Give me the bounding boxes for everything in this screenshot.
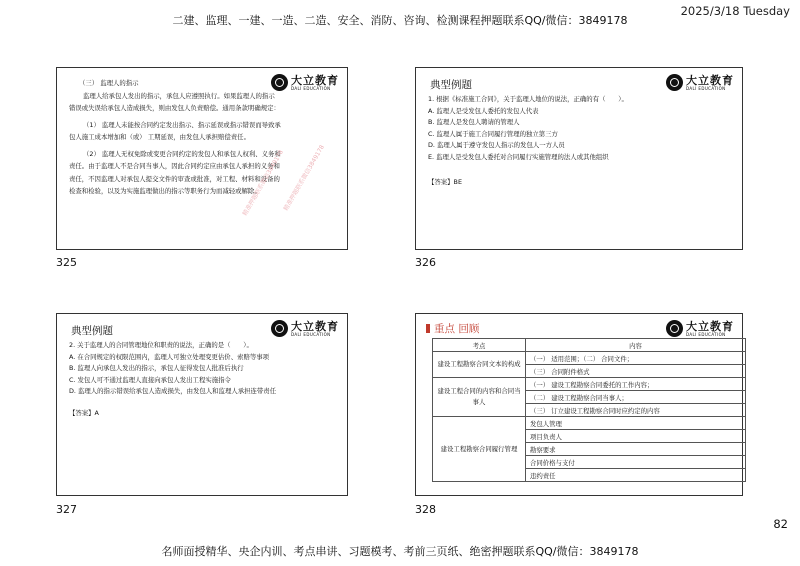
slide-number: 328 [415,503,436,516]
option-d: D. 监理人属于遵守发包人指示的发包人一方人员 [428,141,565,149]
dali-logo-icon: 大立教育 DALI EDUCATION [271,74,339,91]
slide-title: 典型例题 [71,325,113,337]
slide-325 [56,67,348,250]
table-header: 考点 [433,339,526,352]
option-b: B. 监理人向承包人发出的指示，承包人征得发包人批准后执行 [69,364,244,372]
table-header: 内容 [526,339,746,352]
option-c: C. 监理人属于施工合同履行管理的独立第三方 [428,129,558,138]
table-cell: （二） 建设工程勘察合同当事人； [526,391,746,404]
paragraph: 监理人给承包人发出的指示，承包人应遵照执行。如果监理人的指示错误或失误给承包人造成损失，则由发包人负责赔偿。通用条款明确规定： [69,91,280,112]
option-c: C. 发包人可不通过监理人直接向承包人发出工程实施指令 [69,375,231,384]
option-a: A. 在合同规定的权限范围内，监理人可独立处理变更估价、索赔等事项 [69,352,270,361]
section-heading: （三） 监理人的指示 [79,79,139,87]
slide-326 [282,67,743,250]
watermark: 精准押题联系微信3849178 [241,148,285,218]
slide-328 [415,313,743,496]
question-text: 1. 根据《标准施工合同》，关于监理人地位的说法，正确的有（ ）。 [428,95,628,103]
option-d: D. 监理人的指示错误给承包人造成损失，由发包人和监理人承担连带责任 [69,387,277,395]
date-stamp: 2025/3/18 Tuesday [680,4,790,18]
option-a: A. 监理人是受发包人委托的发包人代表 [428,106,539,115]
page-footer: 名师面授精华、央企内训、考点串讲、习题模考、考前三页纸、绝密押题联系QQ/微信：3849178 [161,545,639,558]
dali-logo-icon: 大立教育 DALI EDUCATION [666,320,734,337]
table-cell: 勘察要求 [526,443,746,456]
answer: 【答案】BE [428,178,462,186]
table-cell: 违约责任 [526,469,746,482]
slide-body [69,77,281,198]
table-cell: （一） 建设工程勘察合同委托的工作内容； [526,378,746,391]
table-cell: 合同价格与支付 [526,456,746,469]
dali-logo-icon: 大立教育 DALI EDUCATION [271,320,339,337]
question-text: 2. 关于监理人的合同管理地位和职责的说法，正确的是（ ）。 [69,341,253,349]
watermark: 精准押题联系微信3849178 [282,143,326,213]
table-cell: 项目负责人 [526,430,746,443]
answer: 【答案】A [69,408,99,417]
table-cell: （三） 合同附件格式 [526,365,746,378]
page-number: 82 [773,517,788,531]
question-block [428,94,728,189]
table-cell: 发包人管理 [526,417,746,430]
slide-title: 重点 回顾 [434,323,480,335]
slide-title: 典型例题 [430,79,472,91]
slide-number: 326 [415,256,436,269]
table-key-cell: 建设工程勘察合同文本的构成 [433,352,526,378]
dali-logo-icon: 大立教育 DALI EDUCATION [666,74,734,91]
paragraph: （2） 监理人无权免除或变更合同约定的发包人和承包人权利、义务和责任。由于监理人不是合同当事人，因此合同约定应由承包人承担的义务和责任，不因监理人对承包人提交文件的审查或批准，对工程、材料和设备的检查和检验，以及为实施监理做出的指示等职务行为而减轻或解除。 [69,149,281,195]
paragraph: （1） 监理人未能按合同约定发出指示、指示延误或指示错误而导致承包人施工成本增加和（或） 工期延误，由发包人承担赔偿责任。 [69,120,281,141]
option-b: B. 监理人是发包人聘请的管理人 [428,118,520,126]
slide-number: 325 [56,256,77,269]
table-key-cell: 建设工程勘察合同履行管理 [433,417,526,482]
option-e: E. 监理人是受发包人委托对合同履行实施管理的法人或其他组织 [428,152,609,161]
slide-number: 327 [56,503,77,516]
question-block [69,340,333,419]
table-cell: （一） 适用范围；（二） 合同文件； [526,352,746,365]
key-points-table [432,338,746,482]
table-cell: （三） 订立建设工程勘察合同时应约定的内容 [526,404,746,417]
page-header: 二建、监理、一建、一造、二造、安全、消防、咨询、检测课程押题联系QQ/微信：3849178 [172,14,628,27]
title-accent-bar [426,324,430,333]
slide-327 [56,313,348,496]
table-key-cell: 建设工程合同的内容和合同当事人 [433,378,526,417]
